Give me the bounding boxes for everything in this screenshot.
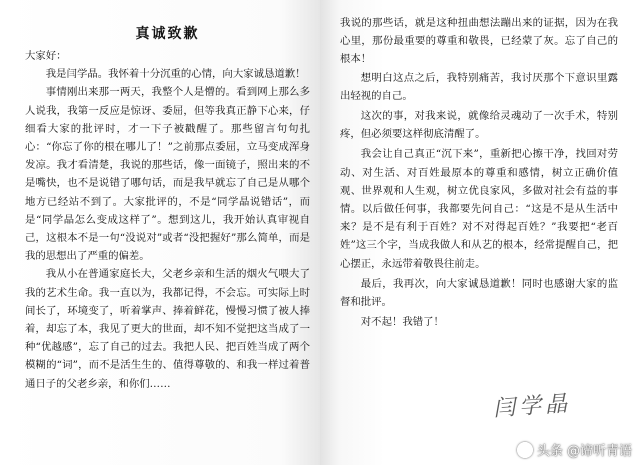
watermark-text: 头条 @谛听青语 bbox=[536, 444, 632, 459]
paragraph: 我是闫学晶。我怀着十分沉重的心情，向大家诚恳道歉！ bbox=[45, 68, 306, 81]
document-title: 真诚致歉 bbox=[135, 26, 200, 42]
paragraph: 想明白这点之后，我特别痛苦，我讨厌那个下意识里露出轻视的自己。 bbox=[340, 71, 618, 102]
toutiao-logo-icon bbox=[517, 442, 533, 458]
paragraph: 我会让自己真正“沉下来”，重新把心擦干净，找回对劳动、对生活、对百姓最原本的尊重和感情，树立正确价值观、世界观和人生观，树立优良家风，多做对社会有益的事情。以后做任何事，我都要先问自己：“这是不是从生活中来？是不是有利于百姓？对不对得起百姓？”我要把“老百姓”这三个字，当成我做人和从艺的根本，经常提醒自己，把心摆正，永远带着敬畏往前走。 bbox=[340, 148, 618, 270]
paragraph: 这次的事，对我来说，就像给灵魂动了一次手术，特别疼，但必须要这样彻底清醒了。 bbox=[340, 110, 618, 141]
closing-line: 对不起！我错了！ bbox=[360, 316, 444, 329]
paragraph: 我从小在普通家庭长大，父老乡亲和生活的烟火气喂大了我的艺术生命。我一直以为，我都记得，不会忘。可实际上时间长了，环境变了，听着掌声、捧着鲜花，慢慢习惯了被人捧着，却忘了本，我见了更大的世面，却不知不觉把这当成了一种“优越感”，忘了自己的过去。我把人民、把百姓当成了两个模糊的“词”，而不是活生生的、值得尊敬的、和我一样过着普通日子的父老乡亲，和你们…… bbox=[25, 268, 310, 390]
paragraph: 最后，我再次，向大家诚恳道歉！同时也感谢大家的监督和批评。 bbox=[340, 277, 618, 309]
watermark bbox=[517, 440, 632, 459]
salutation: 大家好： bbox=[25, 50, 67, 62]
paragraph: 事情刚出来那一两天，我整个人是懵的。看到网上那么多人说我，我第一反应是惊讶、委屈，但等我真正静下心来，仔细看大家的批评时，才一下子被戳醒了。那些留言句句扎心：“你忘了你的根在哪儿了！”之前那点委屈，立马变成浑身发凉。我才看清楚，我说的那些话，像一面镜子，照出来的不是嘴快，也不是说错了哪句话，而是我早就忘了自己是从哪个地方已经站不到了。大家批评的，不是“同学晶说错话”，而是“同学晶怎么变成这样了”。想到这儿，我开始认真审视自己，这根本不是一句“没说对”或者“没把握好”那么简单，而是我的思想出了严重的偏差。 bbox=[25, 86, 310, 263]
paragraph: 我说的那些话，就是这种扭曲想法蹦出来的证据，因为在我心里，那份最重要的尊重和敬畏，已经蒙了灰。忘了自己的根本！ bbox=[340, 17, 618, 66]
handwritten-signature: 闫学晶 bbox=[492, 391, 572, 422]
